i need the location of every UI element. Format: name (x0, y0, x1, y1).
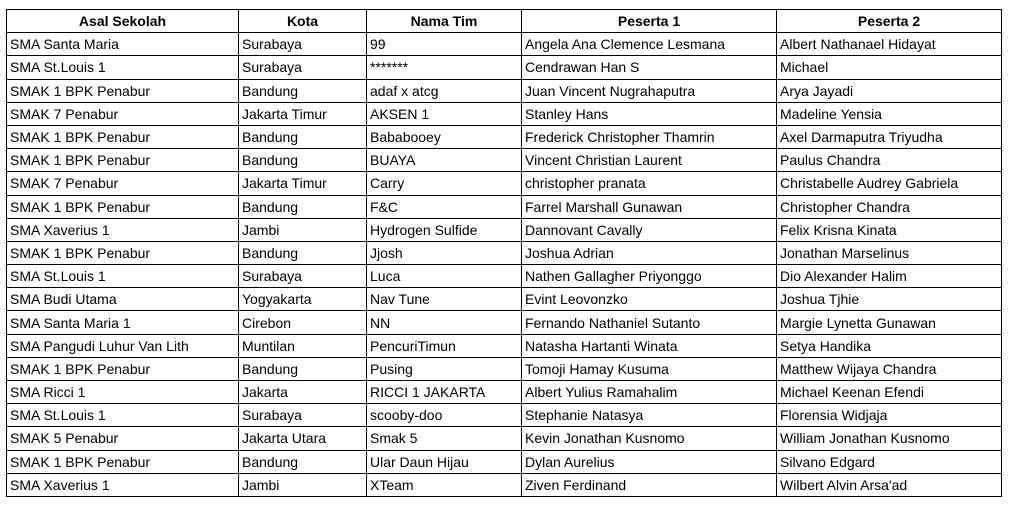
cell-nama-tim: Ular Daun Hijau (367, 450, 522, 473)
cell-kota: Bandung (239, 149, 367, 172)
cell-peserta-1: Tomoji Hamay Kusuma (522, 357, 777, 380)
cell-peserta-2: Axel Darmaputra Triyudha (777, 125, 1002, 148)
cell-kota: Muntilan (239, 334, 367, 357)
cell-asal-sekolah: SMAK 5 Penabur (7, 427, 239, 450)
team-table (6, 9, 1002, 497)
table-row (7, 473, 1002, 496)
cell-asal-sekolah: SMAK 1 BPK Penabur (7, 195, 239, 218)
table-row (7, 172, 1002, 195)
cell-peserta-2: Paulus Chandra (777, 149, 1002, 172)
table-row (7, 79, 1002, 102)
cell-asal-sekolah: SMAK 1 BPK Penabur (7, 125, 239, 148)
cell-peserta-1: Evint Leovonzko (522, 288, 777, 311)
cell-peserta-2: William Jonathan Kusnomo (777, 427, 1002, 450)
cell-asal-sekolah: SMA Ricci 1 (7, 381, 239, 404)
cell-nama-tim: Jjosh (367, 241, 522, 264)
cell-kota: Cirebon (239, 311, 367, 334)
cell-asal-sekolah: SMA Santa Maria (7, 33, 239, 56)
cell-peserta-2: Margie Lynetta Gunawan (777, 311, 1002, 334)
cell-peserta-1: Dylan Aurelius (522, 450, 777, 473)
cell-peserta-1: Natasha Hartanti Winata (522, 334, 777, 357)
cell-nama-tim: NN (367, 311, 522, 334)
table-row (7, 357, 1002, 380)
cell-peserta-2: Madeline Yensia (777, 102, 1002, 125)
cell-asal-sekolah: SMA Budi Utama (7, 288, 239, 311)
table-row (7, 450, 1002, 473)
cell-kota: Jakarta Utara (239, 427, 367, 450)
table-row (7, 427, 1002, 450)
cell-nama-tim: ******* (367, 56, 522, 79)
cell-peserta-1: Frederick Christopher Thamrin (522, 125, 777, 148)
cell-nama-tim: scooby-doo (367, 404, 522, 427)
header-row (7, 10, 1002, 33)
cell-kota: Jambi (239, 473, 367, 496)
cell-peserta-1: Cendrawan Han S (522, 56, 777, 79)
cell-asal-sekolah: SMA St.Louis 1 (7, 404, 239, 427)
cell-asal-sekolah: SMAK 1 BPK Penabur (7, 357, 239, 380)
cell-kota: Surabaya (239, 33, 367, 56)
cell-peserta-1: Nathen Gallagher Priyonggo (522, 265, 777, 288)
cell-peserta-1: Vincent Christian Laurent (522, 149, 777, 172)
cell-peserta-1: Stephanie Natasya (522, 404, 777, 427)
table-row (7, 381, 1002, 404)
cell-peserta-2: Matthew Wijaya Chandra (777, 357, 1002, 380)
table-row (7, 102, 1002, 125)
cell-nama-tim: Smak 5 (367, 427, 522, 450)
cell-nama-tim: RICCI 1 JAKARTA (367, 381, 522, 404)
table-row (7, 241, 1002, 264)
cell-peserta-1: Juan Vincent Nugrahaputra (522, 79, 777, 102)
header-kota: Kota (239, 10, 367, 33)
header-peserta-2: Peserta 2 (777, 10, 1002, 33)
table-row (7, 334, 1002, 357)
cell-nama-tim: Pusing (367, 357, 522, 380)
cell-nama-tim: F&C (367, 195, 522, 218)
cell-peserta-2: Michael Keenan Efendi (777, 381, 1002, 404)
table-row (7, 404, 1002, 427)
cell-peserta-1: christopher pranata (522, 172, 777, 195)
cell-kota: Surabaya (239, 404, 367, 427)
cell-peserta-2: Albert Nathanael Hidayat (777, 33, 1002, 56)
table-row (7, 56, 1002, 79)
cell-peserta-2: Joshua Tjhie (777, 288, 1002, 311)
cell-peserta-1: Ziven Ferdinand (522, 473, 777, 496)
cell-kota: Bandung (239, 241, 367, 264)
cell-peserta-2: Wilbert Alvin Arsa'ad (777, 473, 1002, 496)
cell-nama-tim: PencuriTimun (367, 334, 522, 357)
cell-asal-sekolah: SMA Xaverius 1 (7, 218, 239, 241)
cell-nama-tim: Bababooey (367, 125, 522, 148)
cell-asal-sekolah: SMA Santa Maria 1 (7, 311, 239, 334)
cell-asal-sekolah: SMAK 1 BPK Penabur (7, 450, 239, 473)
cell-peserta-2: Christopher Chandra (777, 195, 1002, 218)
cell-asal-sekolah: SMA St.Louis 1 (7, 56, 239, 79)
cell-peserta-2: Dio Alexander Halim (777, 265, 1002, 288)
table-row (7, 149, 1002, 172)
cell-kota: Jakarta (239, 381, 367, 404)
table-body (7, 33, 1002, 497)
cell-peserta-1: Fernando Nathaniel Sutanto (522, 311, 777, 334)
table-row (7, 311, 1002, 334)
cell-kota: Bandung (239, 357, 367, 380)
cell-nama-tim: adaf x atcg (367, 79, 522, 102)
cell-kota: Bandung (239, 125, 367, 148)
cell-kota: Bandung (239, 79, 367, 102)
cell-asal-sekolah: SMA Pangudi Luhur Van Lith (7, 334, 239, 357)
team-registration-sheet (6, 9, 1002, 497)
cell-kota: Yogyakarta (239, 288, 367, 311)
cell-kota: Surabaya (239, 56, 367, 79)
table-row (7, 288, 1002, 311)
cell-nama-tim: Carry (367, 172, 522, 195)
cell-peserta-2: Arya Jayadi (777, 79, 1002, 102)
cell-peserta-2: Jonathan Marselinus (777, 241, 1002, 264)
cell-kota: Bandung (239, 195, 367, 218)
cell-peserta-2: Christabelle Audrey Gabriela (777, 172, 1002, 195)
cell-peserta-1: Farrel Marshall Gunawan (522, 195, 777, 218)
header-nama-tim: Nama Tim (367, 10, 522, 33)
cell-kota: Jakarta Timur (239, 102, 367, 125)
table-row (7, 265, 1002, 288)
cell-nama-tim: Nav Tune (367, 288, 522, 311)
cell-nama-tim: 99 (367, 33, 522, 56)
cell-peserta-1: Albert Yulius Ramahalim (522, 381, 777, 404)
cell-peserta-2: Florensia Widjaja (777, 404, 1002, 427)
cell-asal-sekolah: SMAK 7 Penabur (7, 102, 239, 125)
cell-nama-tim: AKSEN 1 (367, 102, 522, 125)
table-row (7, 125, 1002, 148)
table-row (7, 33, 1002, 56)
cell-asal-sekolah: SMA Xaverius 1 (7, 473, 239, 496)
cell-kota: Jakarta Timur (239, 172, 367, 195)
cell-asal-sekolah: SMAK 1 BPK Penabur (7, 241, 239, 264)
cell-asal-sekolah: SMAK 7 Penabur (7, 172, 239, 195)
cell-nama-tim: BUAYA (367, 149, 522, 172)
cell-nama-tim: Luca (367, 265, 522, 288)
cell-peserta-1: Stanley Hans (522, 102, 777, 125)
cell-peserta-1: Kevin Jonathan Kusnomo (522, 427, 777, 450)
cell-peserta-2: Felix Krisna Kinata (777, 218, 1002, 241)
cell-peserta-2: Michael (777, 56, 1002, 79)
header-peserta-1: Peserta 1 (522, 10, 777, 33)
cell-nama-tim: XTeam (367, 473, 522, 496)
cell-kota: Jambi (239, 218, 367, 241)
table-row (7, 218, 1002, 241)
cell-peserta-1: Angela Ana Clemence Lesmana (522, 33, 777, 56)
cell-kota: Surabaya (239, 265, 367, 288)
cell-kota: Bandung (239, 450, 367, 473)
cell-peserta-2: Setya Handika (777, 334, 1002, 357)
cell-asal-sekolah: SMAK 1 BPK Penabur (7, 149, 239, 172)
cell-peserta-2: Silvano Edgard (777, 450, 1002, 473)
cell-asal-sekolah: SMA St.Louis 1 (7, 265, 239, 288)
cell-peserta-1: Dannovant Cavally (522, 218, 777, 241)
table-row (7, 195, 1002, 218)
cell-asal-sekolah: SMAK 1 BPK Penabur (7, 79, 239, 102)
cell-nama-tim: Hydrogen Sulfide (367, 218, 522, 241)
header-asal-sekolah: Asal Sekolah (7, 10, 239, 33)
cell-peserta-1: Joshua Adrian (522, 241, 777, 264)
